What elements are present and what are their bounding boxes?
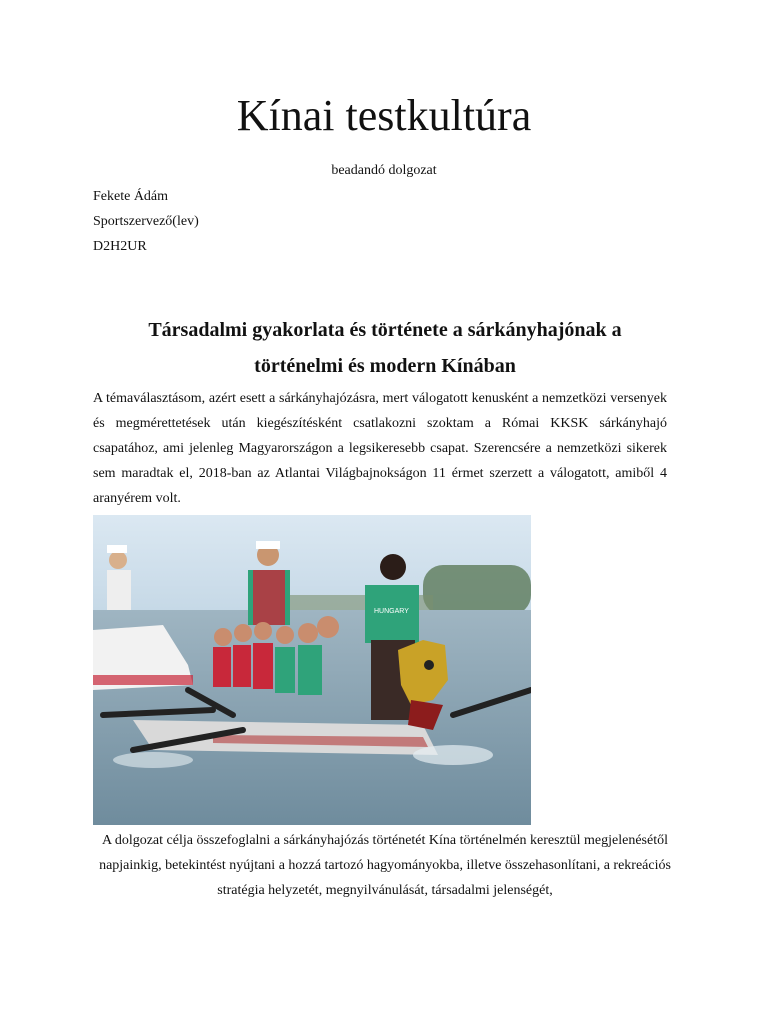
section-heading-line2: történelmi és modern Kínában	[254, 355, 516, 377]
intro-paragraph: A témaválasztásom, azért esett a sárkányhajózásra, mert válogatott kenusként a nemzetközi versenyek és megmérettetések után kiegészítésként csatlakozni szoktam a Római KKSK sárkányhajó csapatához, ami jelenleg Magyarországon a legsikeresebb csapat. Szerencsére a nemzetközi sikerek sem maradtak el, 2018-ban az Atlantai Világbajnokságon 11 érmet szerzett a válogatott, amiből 4 aranyérem volt.	[93, 391, 667, 506]
author-name: Fekete Ádám	[93, 189, 169, 204]
document-subtitle: beadandó dolgozat	[331, 163, 437, 178]
section-heading	[93, 312, 677, 384]
program-name: Sportszervező(lev)	[93, 214, 199, 229]
section-heading-line1: Társadalmi gyakorlata és története a sárkányhajónak a	[148, 319, 622, 341]
student-code: D2H2UR	[93, 239, 147, 254]
document-title: Kínai testkultúra	[236, 91, 532, 140]
goal-paragraph: A dolgozat célja összefoglalni a sárkányhajózás történetét Kína történelmén keresztül megjelenésétől napjainkig, betekintést nyújtani a hozzá tartozó hagyományokba, illetve összehasonlítani, a rekreációs stratégia helyzetét, megnyilvánulását, társadalmi jelenségét,	[99, 833, 671, 898]
dragon-boat-photo	[93, 515, 531, 825]
shirt-text: HUNGARY	[374, 608, 409, 615]
